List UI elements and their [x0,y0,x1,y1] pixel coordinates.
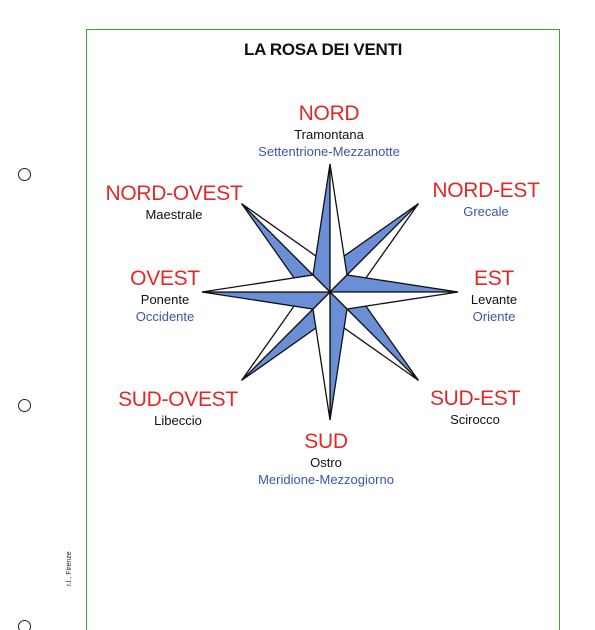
page-title: LA ROSA DEI VENTI [244,40,402,59]
rose-point-south-left-half [330,292,347,420]
direction-north [229,103,429,158]
direction-north-east-name: NORD-EST [432,179,540,202]
direction-south [216,431,436,486]
direction-north-alt: Settentrione-Mezzanotte [258,144,400,159]
direction-south-west-name: SUD-OVEST [118,388,238,411]
direction-north-west-wind: Maestrale [145,207,203,222]
direction-north-name: NORD [298,102,360,125]
direction-north-west [102,183,246,221]
direction-east-name: EST [474,267,514,290]
direction-east-wind: Levante [470,292,518,307]
direction-south-alt: Meridione-Mezzogiorno [258,472,394,487]
direction-south-west [112,389,244,427]
rose-point-north-left-half [313,164,330,292]
direction-south-wind: Ostro [310,455,342,470]
direction-north-east-alt: Grecale [463,204,509,219]
direction-west-alt: Occidente [135,309,195,324]
direction-south-west-wind: Libeccio [154,413,202,428]
direction-south-name: SUD [304,430,348,453]
direction-west-wind: Ponente [140,292,190,307]
direction-north-west-name: NORD-OVEST [105,182,243,205]
direction-east [444,268,544,323]
direction-south-east-wind: Scirocco [450,412,500,427]
direction-south-east [418,388,532,426]
side-note: r.l., Firenze [66,551,73,586]
direction-north-east [420,180,552,218]
direction-west [108,268,222,323]
direction-west-name: OVEST [130,267,200,290]
rose-point-south-right-half [313,292,330,420]
rose-point-east-right-half [330,292,458,309]
direction-south-east-name: SUD-EST [429,387,521,410]
direction-east-alt: Oriente [472,309,516,324]
rose-point-east-left-half [330,275,458,292]
direction-north-wind: Tramontana [294,127,364,142]
rose-point-north-right-half [330,164,347,292]
